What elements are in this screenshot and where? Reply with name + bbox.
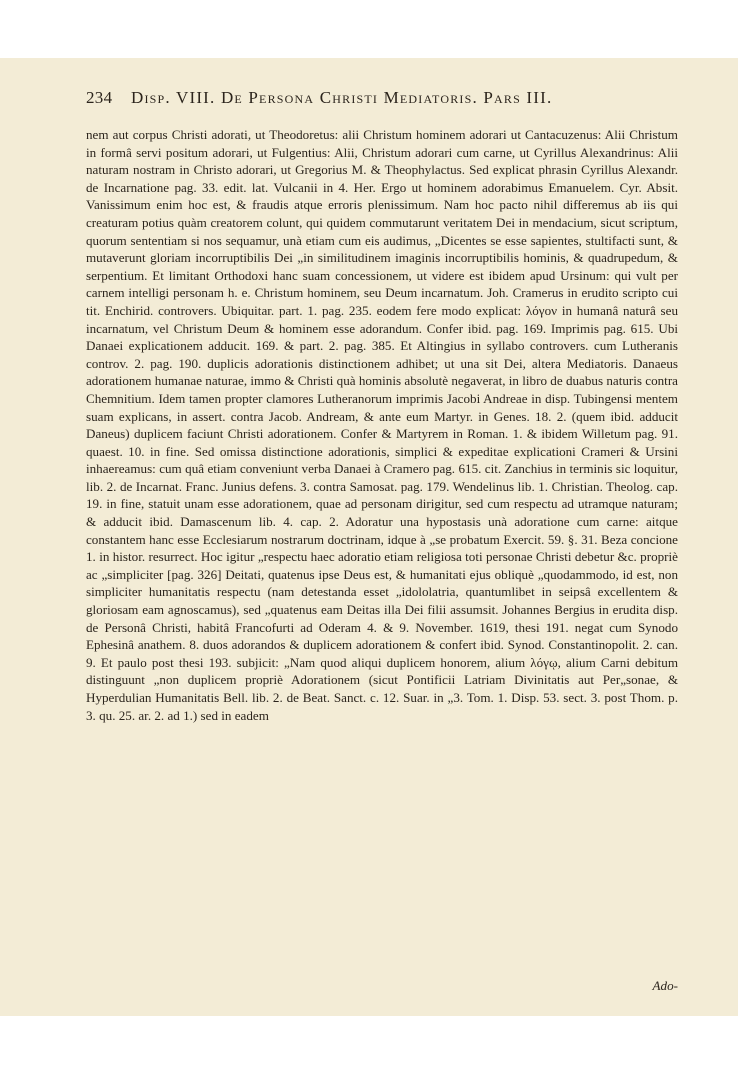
running-title: Disp. VIII. De Persona Christi Mediatoris. Pars III.	[130, 88, 553, 107]
body-text	[86, 126, 678, 724]
body-paragraph: nem aut corpus Christi adorati, ut Theodoretus: alii Christum hominem adorari ut Cantacuzenus: Alii Christum in formâ servi positum adorari, ut Fulgentius: Alii, Christum adorari cum carne, ut Cyrillus Alexandrinus: Alii naturam nostram in Christo adorari, ut Gregorius M. & Theophylactus. Sed explicat phrasin Cyrillus Alexandr. de Incarnatione pag. 33. edit. lat. Vulcanii in 4. Her. Ergo ut hominem adorabimus Emanuelem. Cyr. Absit. Vanissimum enim hoc est, & fraudis atque erroris plenissimum. Nam hoc pacto nihil differemus ab iis qui creaturam potius quàm creatorem colunt, qui quidem commutarunt veritatem Dei in mendacium, sicut scriptum, quorum sententiam si nos sequamur, unà etiam cum eis audimus, „Dicentes se esse sapientes, stultifacti sunt, & mutaverunt gloriam incorruptibilis Dei „in similitudinem imaginis incorruptibilis hominis, & quadrupedum, & serpentium. Et limitant Orthodoxi hanc suam concessionem, ut videre est ibidem apud Ursinum: qui vult per carnem intelligi personam h. e. Christum hominem, seu Deum incarnatum. Joh. Cramerus in erudito scripto cui tit. Enchirid. controvers. Ubiquitar. part. 1. pag. 235. eodem fere modo explicat: λόγον in humanâ naturâ seu incarnatum, vel Christum Deum & hominem esse adorandum. Confer ibid. pag. 169. Imprimis pag. 615. Ubi Danaei explicationem adducit. 169. & part. 2. pag. 385. Et Altingius in syllabo controvers. cum Lutheranis controv. 2. pag. 190. duplicis adorationis distinctionem adhibet; ut una sit Dei, altera Mediatoris. Danaeus adorationem humanae naturae, immo & Christi quà hominis absolutè negaverat, in libro de duabus naturis contra Chemnitium. Idem tamen propter clamores Lutheranorum imprimis Jacobi Andreae in disp. Tubingensi mentem suam explicans, in assert. contra Jacob. Andream, & ante eum Martyr. in Genes. 18. 2. (quem ibid. adducit Daneus) duplicem faciunt Christi adorationem. Confer & Martyrem in Roman. 1. & ibidem Willetum pag. 91. quaest. 10. in fine. Sed omissa distinctione adorationis, simplici & expeditae explicationi Crameri & Ursini inhaereamus: cum quâ etiam conveniunt verba Danaei à Cramero pag. 615. cit. Zanchius in terminis sic loquitur, lib. 2. de Incarnat. Franc. Junius defens. 3. contra Samosat. pag. 179. Wendelinus lib. 1. Christian. Theolog. cap. 19. in fine, statuit unam esse adorationem, quae ad personam dirigitur, sed cum respectu ad utramque naturam; & adducit ibid. Damascenum lib. 4. cap. 2. Adoratur una hypostasis unà adoratione cum carne: aitque constantem hanc esse Ecclesiarum nostrarum doctrinam, idque à „se probatum Exercit. 59. §. 31. Beza concione 1. in histor. resurrect. Hoc igitur „respectu haec adoratio etiam religiosa toti personae Christi debetur &c. propriè ac „simpliciter [pag. 326] Deitati, quatenus ipse Deus est, & humanitati ejus obliquè „quodammodo, id est, non simpliciter humanitatis respectu (nam detestanda esset „idololatria, quantumlibet in seipsâ excellentem & gloriosam eam agnoscamus), sed „quatenus eam Deitas illa Dei filii assumsit. Johannes Bergius in erudita disp. de Personâ Christi, habitâ Francofurti ad Oderam 4. & 9. November. 1619, thesi 191. negat cum Synodo Ephesinâ anathem. 8. duos adorandos & duplicem adorationem & confert ibid. Synod. Constantinopolit. 2. can. 9. Et paulo post thesi 193. subjicit: „Nam quod aliqui duplicem honorem, alium λόγῳ, alium Carni debitum distinguunt „non duplicem propriè Adorationem (sicut Pontificii Latriam Divinitatis aut Per„sonae, & Hyperdulian Humanitatis Bell. lib. 2. de Beat. Sanct. c. 12. Suar. in „3. Tom. 1. Disp. 53. sect. 3. post Thom. p. 3. qu. 25. ar. 2. ad 1.) sed in eadem	[86, 127, 678, 723]
catchword: Ado-	[652, 978, 678, 993]
page-number: 234	[86, 88, 113, 107]
running-head	[86, 88, 666, 108]
book-page	[0, 58, 738, 1016]
